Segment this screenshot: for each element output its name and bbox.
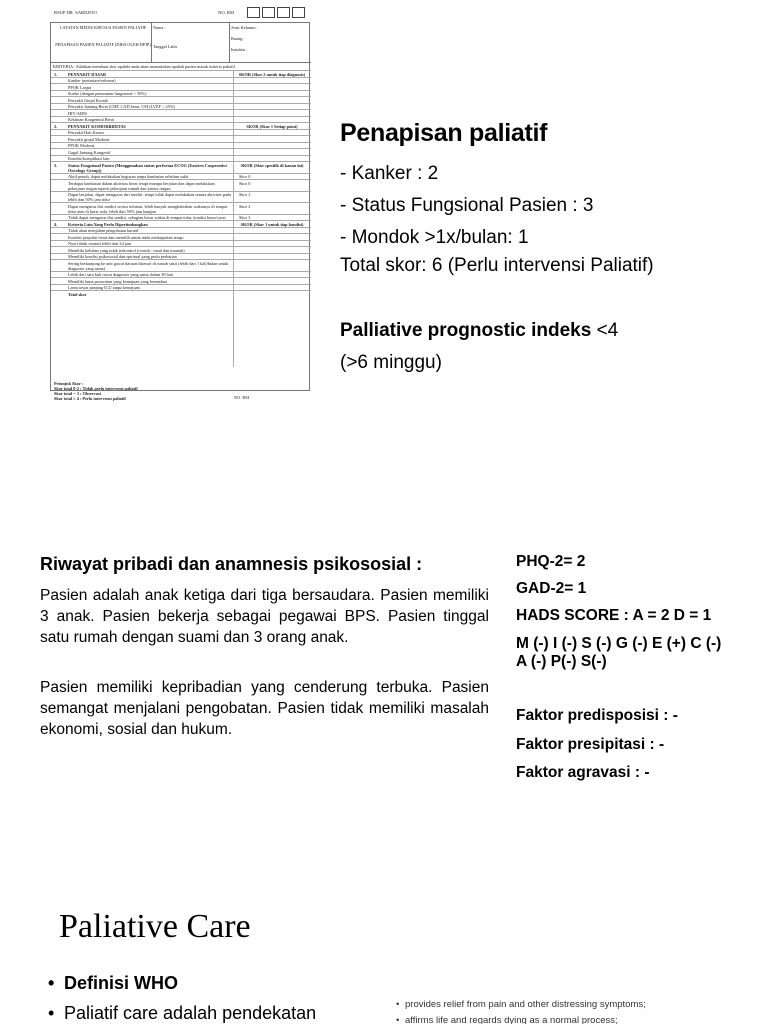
who-item: • provides relief from pain and other distressing symptoms; [396,997,646,1013]
penapisan-item: - Status Fungsional Pasien : 3 [340,190,593,222]
faktor-agravasi: Faktor agravasi : - [516,764,650,781]
hospital-name: RSUP DR. SARDJITO [54,10,97,15]
criteria-text: Kanker (metastase/rekuren) [68,78,116,83]
criteria-text: Terdapat hambatan dalam aktivitas berat tetapi mampu berjalan dan dapat melakukan pekerjaan ringan seperti pekerjaan rumah dan kantor ringan [68,180,215,191]
criteria-text: Lebih dari satu kali rawat diagnosis yang sama dalam 30 hari [68,272,174,277]
faktor-presipitasi: Faktor presipitasi : - [516,736,665,753]
score-guide-line: Skor total = 3 : Observasi [54,391,101,396]
criteria-row [51,202,311,214]
score-guide-line: Skor total 0-2 : Tidak perlu intervensi paliatif [54,386,138,391]
migs-assessment: M (-) I (-) S (-) G (-) E (+) C (-) A (-) P(-) S(-) [516,635,722,670]
criteria-text: PENYAKIT DASAR [68,71,107,77]
criteria-text: Sering berkunjung ke unit gawat darurat/dirawat di rumah sakit (lebih dari 1 kali/bulan untuk diagnosis yang sama) [68,260,229,271]
ppi-value: <4 [591,320,619,341]
riwayat-paragraph-1: Pasien adalah anak ketiga dari tiga bersaudara. Pasien memiliki 3 anak. Pasien bekerja sebagai pegawai BPS. Pasien tinggal satu rumah dengan suami dan 3 orang anak. [40,587,489,646]
no-rm-label: NO. RM [218,10,235,15]
criteria-text: Nyeri tidak teratasi lebih dari 24 jam [68,241,132,246]
instalasi-label: Instalasi : [231,47,248,52]
criteria-score: Skor 3 [239,215,251,220]
paliative-care-bullets [48,968,316,1024]
criteria-text: Kriteria Lain Yang Perlu Dipertimbangkan [68,221,148,227]
criteria-text: Tidak dapat mengurus diri sendiri, sebagian besar waktu di tempat tidur, kondisi berat/cacat [68,215,226,220]
criteria-text: Lama rawat panjang ICU tanpa kemajuan [68,285,140,290]
criteria-number: 3. [54,162,58,168]
ruang-label: Ruang : [231,36,245,41]
hads-score: HADS SCORE : A = 2 D = 1 [516,607,712,624]
nama-label: Nama : [153,25,166,30]
criteria-text: Dapat mengurus diri sendiri secara terbatas, lebih banyak menghabiskan waktunya di tempat tidur atau di kursi roda, lebih dari 50% jam bangun [68,203,228,214]
criteria-text: Stroke (dengan penurunan fungsional < 50%) [68,91,147,96]
ppi-label: Palliative prognostic indeks [340,320,592,341]
criteria-text: Dapat berjalan, dapat mengurus diri sendiri, tetapi tidak dapat melakukan semua aktivitas pada lebih dari 50% jam tidur [68,192,231,202]
paliative-care-title: Paliative Care [59,908,251,945]
score-guide [54,381,138,401]
criteria-table [51,70,311,297]
criteria-score: Skor 0 [239,174,251,179]
criteria-score: Skor 1 [239,192,251,197]
criteria-score: Skor 0 [239,180,251,186]
score-guide-line: Skor total ≥ 4 : Perlu intervensi paliatif [54,396,126,401]
who-item: • affirms life and regards dying as a normal process; [396,1013,646,1024]
rm-box [292,7,305,18]
criteria-score: SKOR (Skor 2 untuk tiap diagnosis) [238,71,306,77]
criteria-row [51,290,311,297]
criteria-score: Skor 2 [239,203,251,209]
penapisan-list [340,158,593,254]
rm-number-boxes [247,7,307,18]
jenis-kelamin-label: Jenis Kelamin : [231,25,258,30]
criteria-text: Memiliki keluhan yang tidak terkontrol (contoh : mual dan muntah) [68,247,185,253]
who-definition-list [396,997,646,1024]
criteria-number: 4. [54,221,58,227]
patient-identity-column [153,25,229,49]
criteria-score: SKOR (Skor 1 Setiap point) [246,123,298,129]
bullet-pendekatan: • Paliatif care adalah pendekatan [48,998,316,1024]
criteria-number: 2. [54,123,58,129]
criteria-text: PPOK Moderat [68,143,95,148]
divider [151,23,152,63]
criteria-text: Total skor [68,291,87,297]
tgl-lahir-label: Tanggal Lahir [153,44,178,49]
form-subtitle: PENAPISAN PASIEN PALIATIF (DIISI OLEH DPJP) [55,42,151,47]
criteria-text: Penyakit Ginjal Kronik [68,97,109,103]
criteria-row [51,161,311,173]
criteria-text: Tidak akan menjalani pengobatan kuratif [68,228,139,233]
criteria-text: Penyakit Hati Kronis [68,130,105,135]
screening-form-image [48,6,313,402]
rm-box [247,7,260,18]
penapisan-item: - Kanker : 2 [340,158,593,190]
criteria-text: Memiliki lama perawatan yang kemajuan yang bermakna [68,278,167,284]
criteria-row [51,259,311,271]
kriteria-text: KRITERIA : Silahkan membuat skor apabila anda akan menentukan apakah pasien masuk kriteria paliatif [53,64,235,69]
criteria-text: Kondisi/komplikasi lain [68,156,110,161]
criteria-score: SKOR (Skor spesifik di kanan ini) [240,162,304,168]
criteria-text: PPOK Lanjut [68,84,92,90]
criteria-text: Status Fungsional Pasien (Menggunakan status performa ECOG (Eastern Cooperative Oncology Group)) [68,162,228,173]
no-rm-footer: NO. RM [234,395,250,400]
criteria-text: Kelainan Kongenital Berat [68,117,115,122]
faktor-predisposisi: Faktor predisposisi : - [516,707,678,724]
bullet-definisi-who: • Definisi WHO [48,968,316,998]
score-guide-title: Petunjuk Skor : [54,381,84,386]
penapisan-item: - Mondok >1x/bulan: 1 [340,222,593,254]
criteria-number: 1. [54,71,58,77]
penapisan-title: Penapisan paliatif [340,119,548,147]
ppi-subtext: (>6 minggu) [340,352,442,373]
riwayat-paragraph-2: Pasien memiliki kepribadian yang cenderung terbuka. Pasien semangat menjalani pengobatan. Pasien tidak memiliki masalah ekonomi, sosial dan hukum. [40,679,489,738]
phq-score: PHQ-2= 2 [516,553,586,570]
criteria-text: Kondisi penyakit berat dan memilih untuk tidak melanjutkan terapi [68,234,184,240]
rm-box [277,7,290,18]
criteria-row [51,191,311,203]
form-title-block [51,23,311,63]
criteria-row [51,179,311,191]
divider [229,23,230,63]
form-title: CATATAN MEDIS KHUSUS PASIEN PALIATIF [59,25,147,30]
criteria-score: SKOR (Skor 1 untuk tiap kondisi) [240,221,304,227]
penapisan-total: Total skor: 6 (Perlu intervensi Paliatif) [340,255,654,276]
criteria-text: HIV/AIDS [68,110,87,116]
criteria-text: Penyakit Jantung Berat (CHF, CAD berat, CM (LVEF < 25%) [68,104,175,109]
ppi-line [340,320,618,342]
criteria-text: Aktif penuh, dapat melakukan kegiatan tanpa hambatan sebelum sakit [68,174,189,179]
riwayat-title: Riwayat pribadi dan anamnesis psikososial : [40,554,423,574]
rm-box [262,7,275,18]
criteria-text: Gagal Jantung Kongestif [68,149,111,155]
gad-score: GAD-2= 1 [516,580,587,597]
criteria-text: Penyakit ginjal Moderat [68,136,110,142]
criteria-text: Memiliki kondisi psikososial dan spiritual yang perlu perhatian [68,254,177,259]
patient-ward-column [231,25,309,58]
criteria-text: PENYAKIT KOMORBIDITAS [68,123,126,129]
form-title-column [55,25,151,47]
